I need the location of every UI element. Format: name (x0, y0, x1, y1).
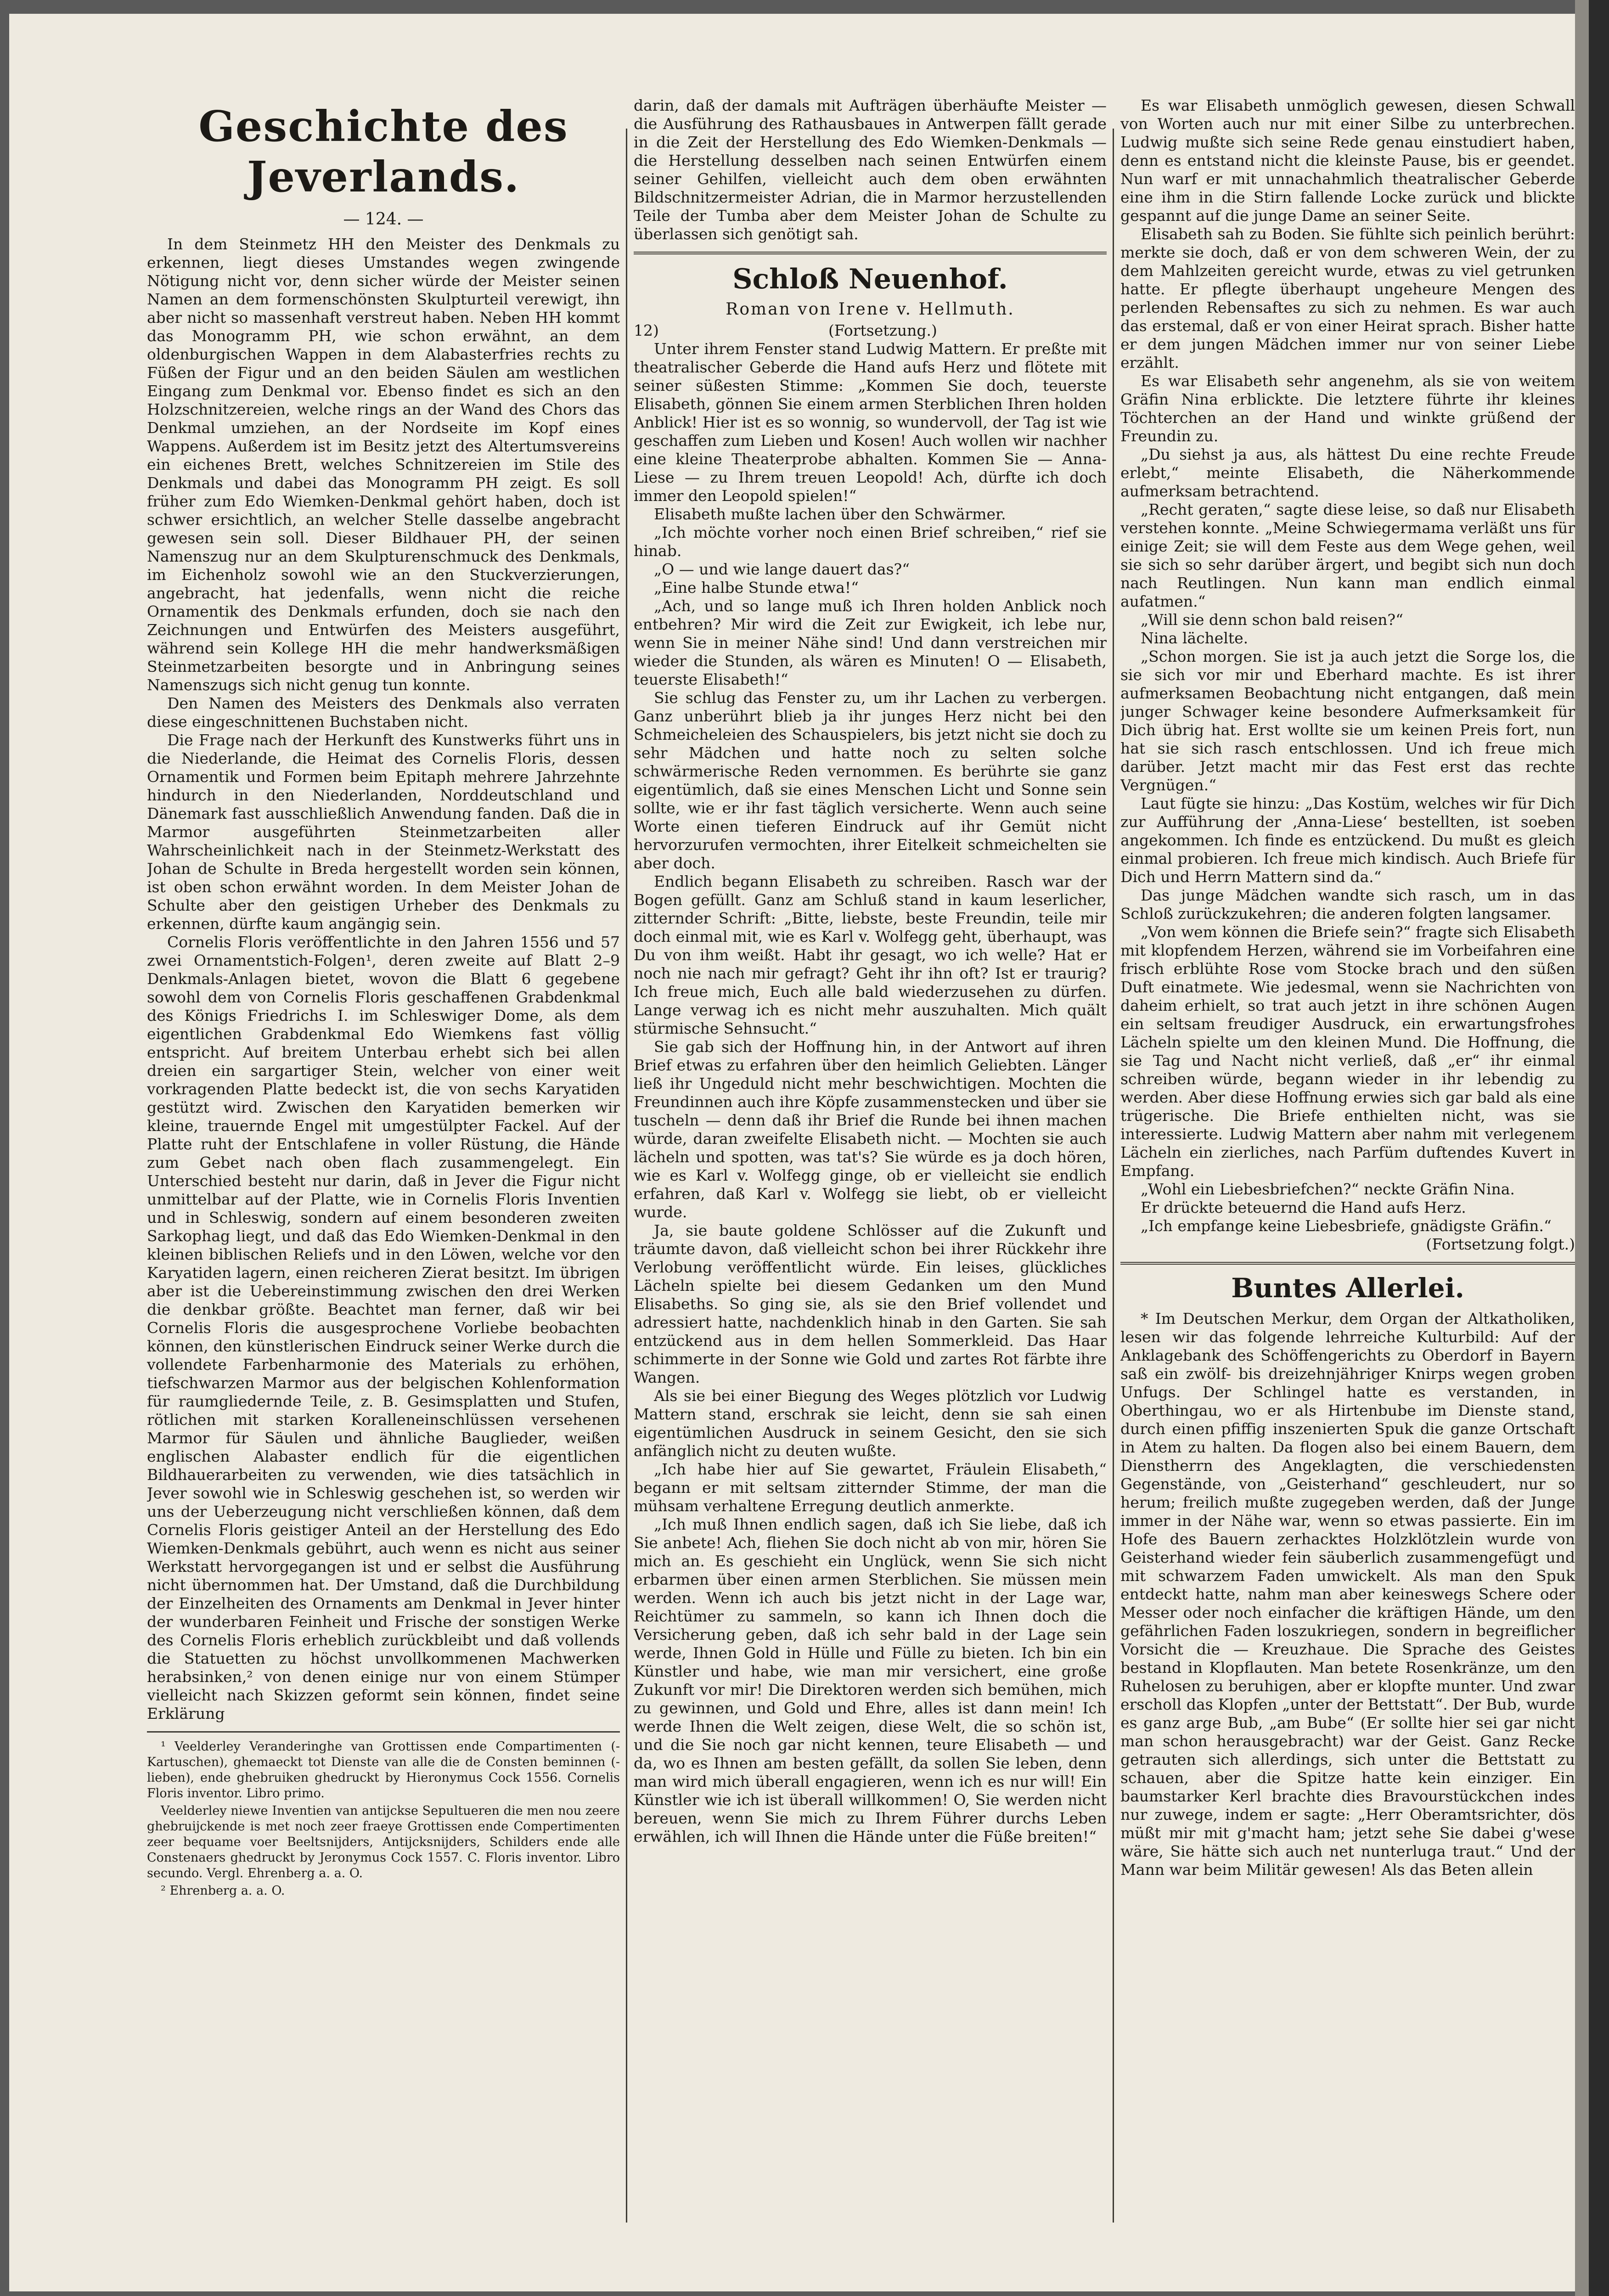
novel-paragraph: „Ich habe hier auf Sie gewartet, Fräulein Elisabeth,“ begann er mit seltsam zitternder Stimme, der man die mühsam verhaltene Erregung deutlich anmerkte. (634, 1460, 1107, 1515)
miscellany-text (1120, 1310, 1575, 1879)
novel-paragraph: „Schon morgen. Sie ist ja auch jetzt die Sorge los, die sie sich vor mir und Eberhard machte. Es ist ihrer aufmerksamen Beobachtung nicht entgangen, daß mein junger Schwager keine besondere Aufmerksamkeit für Dich übrig hat. Erst wollte sie um keinen Preis fort, nun hat sie sich rasch entschlossen. Und ich freue mich darüber. Jetzt macht mir das Fest erst das rechte Vergnügen.“ (1120, 647, 1575, 794)
section-masthead: Geschichte des Jeverlands. (198, 101, 568, 202)
newspaper-page (9, 14, 1589, 2291)
continued-note: (Fortsetzung folgt.) (1426, 1235, 1575, 1253)
column-rule (1113, 129, 1114, 2223)
novel-text (634, 340, 1107, 1846)
novel-paragraph: Nina lächelte. (1141, 629, 1249, 647)
miscellany-title: Buntes Allerlei. (1231, 1272, 1464, 1304)
novel-paragraph: Sie gab sich der Hoffnung hin, in der Antwort auf ihren Brief etwas zu erfahren über den heimlich Geliebten. Länger ließ ihr Ungeduld nicht mehr beschwichtigen. Mochten die Freundinnen auch ihre Köpfe zusammenstecken und über sie tuscheln — denn daß ihr Brief die Runde bei ihnen machen würde, daran zweifelte Elisabeth nicht. — Mochten sie auch lächeln und spotten, was tat's? Sie würde es ja doch hören, wie es Karl v. Wolfegg ginge, ob er vielleicht sie endlich erfahren, daß Karl v. Wolfegg sie liebt, ob er vielleicht wurde. (634, 1038, 1107, 1221)
novel-paragraph: Es war Elisabeth unmöglich gewesen, diesen Schwall von Worten auch nur mit einer Silbe zu unterbrechen. Ludwig mußte sich seine Rede genau einstudiert haben, denn es entstand nicht die kleinste Pause, bis er geendet. Nun warf er mit unnachahmlich theatralischer Geberde eine ihm in die Stirn fallende Locke zurück und blickte gespannt auf die junge Dame an seiner Seite. (1120, 96, 1575, 225)
section-divider (1120, 1262, 1575, 1265)
novel-paragraph: „Will sie denn schon bald reisen?“ (1141, 611, 1403, 629)
novel-paragraph: „Recht geraten,“ sagte diese leise, so daß nur Elisabeth verstehen konnte. „Meine Schwiegermama verläßt uns für einige Zeit; sie will dem Feste aus dem Wege gehen, weil sie sich so sehr darüber ärgert, und begibt sich nun doch nach Reutlingen. Nun kann man endlich einmal aufatmen.“ (1120, 501, 1575, 610)
page-binding-edge (1575, 0, 1589, 2296)
installment-line (634, 321, 1107, 340)
novel-paragraph: „Ich muß Ihnen endlich sagen, daß ich Sie liebe, daß ich Sie anbete! Ach, fliehen Sie doch nicht ab von mir, hören Sie mich an. Es geschieht ein Unglück, wenn Sie sich nicht erbarmen über einen armen Sterblichen. Sie müssen mein werden. Wenn ich auch bis jetzt nicht in der Lage war, Reichtümer zu sammeln, so kann ich Ihnen doch die Versicherung geben, daß ich sehr bald in der Lage sein werde, Ihnen Gold in Hülle und Fülle zu bieten. Ich bin ein Künstler und habe, wie man mir versichert, eine große Zukunft vor mir! Die Direktoren werden sich bemühen, mich zu gewinnen, und Gold und Ehre, alles ist dann mein! Ich werde Ihnen die Welt zeigen, diese Welt, die so schön ist, und die Sie noch gar nicht kennen, teure Elisabeth — und da, wo es Ihnen am besten gefällt, da sollen Sie leben, denn man wird mich überall engagieren, wenn ich es nur will! Ein Künstler wie ich ist überall willkommen! O, Sie werden nicht bereuen, wenn Sie mich zu Ihrem Führer durchs Leben erwählen, ich will Ihnen die Hände unter die Füße breiten!“ (634, 1515, 1107, 1846)
novel-paragraph: Endlich begann Elisabeth zu schreiben. Rasch war der Bogen gefüllt. Ganz am Schluß stand in kaum leserlicher, zitternder Schrift: „Bitte, liebste, beste Freundin, teile mir doch einmal mit, wie es Karl v. Wolfegg geht, überhaupt, was Du von ihm weißt. Habt ihr gesagt, wo ich welle? Hat er noch nie nach mir gefragt? Geht ihr ihn oft? Ist er traurig? Ich freue mich, Euch alle bald wiederzusehen zu dürfen. Lange verwag ich es nicht mehr auszuhalten. Mich quält stürmische Sehnsucht.“ (634, 872, 1107, 1037)
novel-byline: Roman von Irene v. Hellmuth. (726, 300, 1015, 319)
novel-paragraph: Als sie bei einer Biegung des Weges plötzlich vor Ludwig Mattern stand, erschrak sie leicht, denn sie sah einen eigentümlichen Ausdruck in seinem Gesicht, den sie sich anfänglich nicht zu deuten wußte. (634, 1387, 1107, 1460)
novel-paragraph: Elisabeth mußte lachen über den Schwärmer. (654, 505, 1006, 523)
column-novel-continued (1120, 96, 1575, 2264)
article-paragraph: Die Frage nach der Herkunft des Kunstwerks führt uns in die Niederlande, die Heimat des Cornelis Floris, dessen Ornamentik und Formen beim Epitaph mehrere Jahrzehnte hindurch in den Niederlanden, Norddeutschland und Dänemark fast ausschließlich Anwendung fanden. Daß die in Marmor ausgeführten Steinmetzarbeiten aller Wahrscheinlichkeit nach in der Steinmetz-Werkstatt des Johan de Schulte in Breda hergestellt worden sein können, ist oben schon erwähnt worden. In dem Meister Johan de Schulte aber den geistigen Urheber des Denkmals zu erkennen, dürfte kaum angängig sein. (147, 731, 620, 933)
novel-text-continued (1120, 96, 1575, 1235)
novel-paragraph: „Ach, und so lange muß ich Ihren holden Anblick noch entbehren? Mir wird die Zeit zur Ewigkeit, ich lebe nur, wenn Sie in meiner Nähe sind! Und dann verstreichen mir wieder die Stunden, als wären es Minuten! O — Elisabeth, teuerste Elisabeth!“ (634, 597, 1107, 688)
novel-paragraph: Das junge Mädchen wandte sich rasch, um in das Schloß zurückzukehren; die anderen folgten langsamer. (1120, 886, 1575, 923)
novel-paragraph: Es war Elisabeth sehr angenehm, als sie von weitem Gräfin Nina erblickte. Die letztere führte ihr kleines Töchterchen an der Hand und winkte grüßend der Freundin zu. (1120, 372, 1575, 445)
novel-paragraph: „Eine halbe Stunde etwa!“ (654, 579, 859, 597)
installment-number: 12) (634, 321, 659, 339)
column-rule (626, 129, 627, 2223)
novel-paragraph: Unter ihrem Fenster stand Ludwig Mattern. Er preßte mit theatralischer Geberde die Hand aufs Herz und flötete mit seiner süßesten Stimme: „Kommen Sie doch, teuerste Elisabeth, gönnen Sie einem armen Sterblichen Ihren holden Anblick! Hier ist es so wonnig, so wundervoll, der Tag ist wie geschaffen zum Lieben und Kosen! Auch wollen wir nachher eine kleine Theaterprobe abhalten. Kommen Sie — Anna-Liese — zu Ihrem treuen Leopold! Ach, dürfte ich doch immer den Leopold spielen!“ (634, 340, 1107, 505)
novel-paragraph: „Ich möchte vorher noch einen Brief schreiben,“ rief sie hinab. (634, 523, 1107, 560)
footnote: ² Ehrenberg a. a. O. (161, 1884, 285, 1898)
scan-border (1589, 0, 1609, 2296)
novel-paragraph: „Wohl ein Liebesbriefchen?“ neckte Gräfin Nina. (1141, 1180, 1515, 1198)
novel-paragraph: Elisabeth sah zu Boden. Sie fühlte sich peinlich berührt: merkte sie doch, daß er von dem schweren Wein, der zu dem Mahlzeiten gereicht wurde, etwas zu viel getrunken hatte. Er pflegte überhaupt ungeheure Mengen des perlenden Rebensaftes zu sich zu nehmen. Es war auch das erstemal, daß er von einer Heirat sprach. Bisher hatte er dem jungen Mädchen immer nur von seiner Liebe erzählt. (1120, 225, 1575, 371)
history-continuation (634, 96, 1107, 243)
article-paragraph: In dem Steinmetz HH den Meister des Denkmals zu erkennen, liegt dieses Umstandes wegen zwingende Nötigung nicht vor, denn sicher würde der Meister seinen Namen an dem formenschönsten Skulpturteil verewigt, ihn aber nicht so massenhaft verstreut haben. Neben HH kommt das Monogramm PH, wie schon erwähnt, an dem oldenburgischen Wappen in dem Alabasterfries rechts zu Füßen der Figur und an den beiden Säulen am westlichen Eingang zum Denkmal vor. Ebenso findet es sich an den Holzschnitzereien, welche rings an der Wand des Chors das Denkmal umziehen, an der Nordseite im Kopf eines Wappens. Außerdem ist im Besitz jetzt des Altertumsvereins ein eichenes Brett, welches Schnitzereien im Stile des Denkmals und dabei das Monogramm PH zeigt. Es soll früher zum Edo Wiemken-Denkmal gehört haben, doch ist schwer ersichtlich, an welcher Stelle dasselbe angebracht gewesen sein soll. Dieser Bildhauer PH, der seinen Namenszug nur an dem Skulpturenschmuck des Denkmals, im Eichenholz sowohl wie an den Stuckverzierungen, angebracht, hat jedenfalls, wenn nicht die reiche Ornamentik des Denkmals erfunden, doch sie nach den Zeichnungen und Entwürfen des Meisters ausgeführt, während sein Kollege HH die mehr handwerksmäßigen Steinmetzarbeiten besorgte und in Anbringung seines Namenszugs sich nicht genug tun konnte. (147, 235, 620, 694)
footnote-divider (147, 1731, 620, 1733)
installment-note: (Fortsetzung.) (828, 321, 937, 339)
novel-paragraph: Sie schlug das Fenster zu, um ihr Lachen zu verbergen. Ganz unberührt blieb ja ihr junges Herz nicht bei den Schmeicheleien des Schauspielers, bis jetzt nicht sie doch zu sehr Mädchen und hatte noch zu selten solche schwärmerische Reden vernommen. Es berührte sie ganz eigentümlich, daß sie eines Menschen Licht und Sonne sein sollte, wie er ihr fast täglich versicherte. Wenn auch seine Worte einen tieferen Eindruck auf ihr Gemüt nicht hervorzurufen vermochten, ihrer Eitelkeit schmeichelten sie aber doch. (634, 689, 1107, 872)
section-divider (634, 252, 1107, 254)
footnotes (147, 1739, 620, 1899)
novel-paragraph: Er drückte beteuernd die Hand aufs Herz. (1141, 1199, 1466, 1216)
article-paragraph: Cornelis Floris veröffentlichte in den Jahren 1556 und 57 zwei Ornamentstich-Folgen¹, deren zweite auf Blatt 2–9 Denkmals-Anlagen bietet, wovon die Blatt 6 gegebene sowohl dem von Cornelis Floris geschaffenen Grabdenkmal des Königs Friedrichs I. im Schleswiger Dome, als dem eigentlichen Grabdenkmal Edo Wiemkens fast völlig entspricht. Auf breitem Unterbau erhebt sich bei allen dreien ein sargartiger Stein, welcher von einer weit vorkragenden Platte bedeckt ist, die von sechs Karyatiden gestützt wird. Zwischen den Karyatiden bemerken wir kleine, trauernde Engel mit umgestülpter Fackel. Auf der Platte ruht der Entschlafene in voller Rüstung, die Hände zum Gebet nach oben flach zusammengelegt. Ein Unterschied besteht nur darin, daß in Jever die Figur nicht unmittelbar auf der Platte, wie in Cornelis Floris Inventien und in Schleswig, sondern auf einem besonderen zweiten Sarkophag liegt, und daß das Edo Wiemken-Denkmal in den kleinen biblischen Reliefs und in den Löwen, welche vor den Karyatiden lagern, einen reicheren Zierat besitzt. Im übrigen aber ist die Uebereinstimmung zwischen den drei Werken die denkbar größte. Beachtet man ferner, daß wir bei Cornelis Floris die ausgesprochene Vorliebe beobachten können, den künstlerischen Eindruck seiner Werke durch die vollendete Farbenharmonie des Materials zu erhöhen, tiefschwarzen Marmor aus der belgischen Kohlenformation für raumgliedernde Teile, z. B. Gesimsplatten und Stufen, rötlichen mit starken Koralleneinschlüssen versehenen Marmor für Säulen und ähnliche Bauglieder, weißen englischen Alabaster endlich für die eigentlichen Bildhauerarbeiten zu verwenden, wie dies tatsächlich in Jever sowohl wie in Schleswig geschehen ist, so werden wir uns der Ueberzeugung nicht verschließen können, daß dem Cornelis Floris geistiger Anteil an der Herstellung des Edo Wiemken-Denkmals gebührt, auch wenn es nicht aus seiner Werkstatt hervorgegangen ist und er selbst die Ausführung nicht übernommen hat. Der Umstand, daß die Durchbildung der Einzelheiten des Ornaments am Denkmal in Jever hinter der wunderbaren Feinheit und Frische der sonstigen Werke des Cornelis Floris erheblich zurückbleibt und daß vollends die Statuetten zu höchst unvollkommenen Machwerken herabsinken,² von denen einige nur von einem Stümper vielleicht nach Skizzen geformt sein können, findet seine Erklärung (147, 933, 620, 1722)
novel-paragraph: „Von wem können die Briefe sein?“ fragte sich Elisabeth mit klopfendem Herzen, während sie im Vorbeifahren eine frisch erblühte Rose vom Stocke brach und den süßen Duft einatmete. Wie jedesmal, wenn sie Nachrichten von daheim erhielt, so trat auch jetzt in ihre schönen Augen ein seltsam freudiger Ausdruck, ein erwartungsfrohes Lächeln spielte um den kleinen Mund. Die Hoffnung, die sie Tag und Nacht nicht verließ, daß „er“ ihr einmal schreiben würde, begann wieder in ihr lebendig zu werden. Aber diese Hoffnung erwies sich gar bald als eine trügerische. Die Briefe enthielten nicht, was sie interessierte. Ludwig Mattern aber nahm mit verlegenem Lächeln ein zierliches, nach Parfüm duftendes Kuvert in Empfang. (1120, 923, 1575, 1180)
novel-paragraph: „O — und wie lange dauert das?“ (654, 560, 910, 578)
article-paragraph: darin, daß der damals mit Aufträgen überhäufte Meister — die Ausführung des Rathausbaues in Antwerpen fällt gerade in die Zeit der Herstellung des Edo Wiemken-Denkmals — die Herstellung desselben nach seinen Entwürfen einem seiner Gehilfen, vielleicht auch dem oben erwähnten Bildschnitzermeister Adrian, die in Marmor herzustellenden Teile der Tumba aber dem Meister Johan de Schulte zu überlassen sich genötigt sah. (634, 96, 1107, 243)
page-number: — 124. — (343, 210, 424, 229)
miscellany-paragraph: * Im Deutschen Merkur, dem Organ der Altkatholiken, lesen wir das folgende lehrreiche Kulturbild: Auf der Anklagebank des Schöffengerichts zu Oberdorf in Bayern saß ein zwölf- bis dreizehnjähriger Knirps wegen groben Unfugs. Der Schlingel hatte es verstanden, in Oberthingau, wo er als Hirtenbube im Dienste stand, durch einen pfiffig inszenierten Spuk die ganze Ortschaft in Atem zu halten. Da flogen also bei einem Bauern, dem Dienstherrn des Angeklagten, die verschiedensten Gegenstände, von „Geisterhand“ geschleudert, nur so herum; freilich mußte zugegeben werden, daß der Junge immer in der Nähe war, wenn so etwas passierte. Ein im Hofe des Bauern zerhacktes Holzklötzlein wurde von Geisterhand wieder fein säuberlich zusammengefügt und mit schwarzem Faden umwickelt. Als man den Spuk entdeckt hatte, nahm man aber keineswegs Schere oder Messer oder noch einfacher die kräftigen Hände, um den gefährlichen Faden loszukriegen, sondern in begreiflicher Vorsicht die — Kreuzhaue. Die Sprache des Geistes bestand in Klopflauten. Man betete Rosenkränze, um den Ruhelosen zu beruhigen, aber er klopfte munter. Und zwar erscholl das Klopfen „unter der Bettstatt“. Der Bub, wurde es ganz arge Bub, „am Bube“ (Er sollte hier sei gar nicht man schon herausgebracht) war der Geist. Ganz Recke getrauten sich allerdings, sich unter die Bettstatt zu schauen, aber die Spitze hatte kein einziger. Ein baumstarker Kerl brachte dies Bravourstückchen indes nur zuwege, indem er sagte: „Herr Oberamtsrichter, dös müßt mir mit g'macht ham; jetzt sehe Sie dabei g'wese wäre, Sie hätte sich auch net nunterluga traut.“ Und der Mann war beim Militär gewesen! Als das Beten allein (1120, 1310, 1575, 1879)
footnote: ¹ Veelderley Veranderinghe van Grottissen ende Compartimenten (-Kartuschen), ghemaeckt tot Dienste van alle die de Consten beminnen (-lieben), ende ghebruiken ghedruckt by Hieronymus Cock 1556. Cornelis Floris inventor. Libro primo. (147, 1739, 620, 1801)
column-novel (634, 96, 1107, 2264)
novel-title: Schloß Neuenhof. (732, 263, 1008, 295)
column-history (147, 96, 620, 2264)
novel-paragraph: Ja, sie baute goldene Schlösser auf die Zukunft und träumte davon, daß vielleicht schon bei ihrer Rückkehr ihre Verlobung veröffentlicht würde. Ein leises, glückliches Lächeln spielte bei diesem Gedanken um den Mund Elisabeths. So ging sie, als sie den Brief vollendet und adressiert hatte, nachdenklich hinab in den Garten. Sie sah entzückend aus in dem hellen Sommerkleid. Das Haar schimmerte in der Sonne wie Gold und zartes Rot färbte ihre Wangen. (634, 1221, 1107, 1386)
footnote: Veelderley niewe Inventien van antijckse Sepultueren die men nou zeere ghebruijckende is met noch zeer fraeye Grottissen ende Compertimenten zeer bequame voer Beeltsnijders, Antijcksnijders, Schilders ende alle Constenaers ghedruckt by Jeronymus Cock 1557. C. Floris inventor. Libro secundo. Vergl. Ehrenberg a. a. O. (147, 1804, 620, 1880)
novel-paragraph: „Ich empfange keine Liebesbriefe, gnädigste Gräfin.“ (1141, 1217, 1552, 1235)
article-paragraph: Den Namen des Meisters des Denkmals also verraten diese eingeschnittenen Buchstaben nicht. (147, 694, 620, 731)
novel-paragraph: „Du siehst ja aus, als hättest Du eine rechte Freude erlebt,“ meinte Elisabeth, die Näherkommende aufmerksam betrachtend. (1120, 445, 1575, 500)
history-article (147, 235, 620, 1723)
novel-paragraph: Laut fügte sie hinzu: „Das Kostüm, welches wir für Dich zur Aufführung der ‚Anna-Liese‘ bestellten, ist soeben angekommen. Ich finde es entzückend. Du mußt es gleich einmal probieren. Ich freue mich kindisch. Auch Briefe für Dich und Herrn Mattern sind da.“ (1120, 794, 1575, 886)
